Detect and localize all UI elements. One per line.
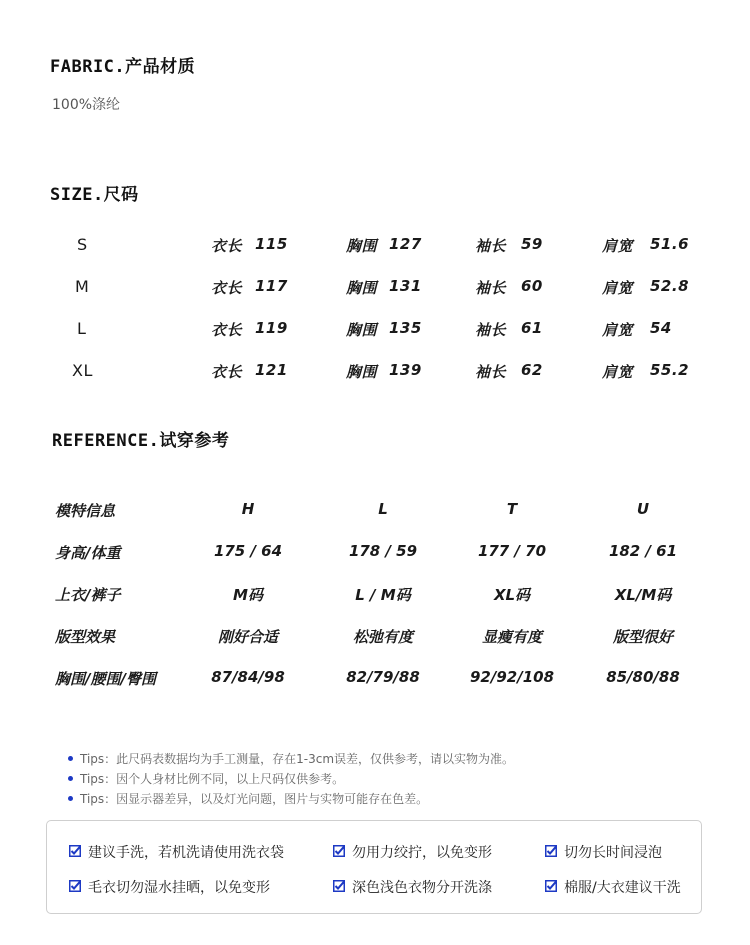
reference-row: [0, 668, 750, 692]
cell: 82/79/88: [346, 668, 420, 686]
care-item: [69, 877, 270, 897]
sleeve-value: 62: [521, 361, 543, 379]
row-label: 上衣/裤子: [55, 586, 121, 604]
care-item: [333, 877, 492, 897]
shoulder-label: 肩宽: [602, 279, 634, 297]
cell: 87/84/98: [211, 668, 285, 686]
checkbox-checked-icon: [333, 880, 345, 892]
reference-title: REFERENCE.试穿参考: [52, 431, 230, 451]
length-value: 119: [255, 319, 288, 337]
care-text: 切勿长时间浸泡: [564, 845, 662, 861]
cell: 刚好合适: [217, 628, 278, 646]
size-row: [0, 319, 750, 345]
bullet-dot-icon: [68, 776, 73, 781]
reference-row: [0, 584, 750, 608]
checkbox-checked-icon: [545, 880, 557, 892]
chest-label: 胸围: [346, 321, 378, 339]
tip-item: [68, 790, 428, 807]
tip-text: Tips：因显示器差异，以及灯光问题，图片与实物可能存在色差。: [80, 792, 429, 806]
sleeve-value: 60: [521, 277, 543, 295]
cell: M码: [233, 586, 263, 604]
length-value: 117: [255, 277, 288, 295]
sleeve-label: 袖长: [475, 237, 507, 255]
length-value: 115: [255, 235, 288, 253]
reference-row: [0, 500, 750, 524]
bullet-dot-icon: [68, 756, 73, 761]
fabric-value: 100%涤纶: [52, 97, 121, 113]
cell: U: [636, 500, 650, 518]
checkbox-checked-icon: [333, 845, 345, 857]
length-value: 121: [255, 361, 288, 379]
size-title: SIZE.尺码: [50, 185, 139, 205]
cell: L / M码: [355, 586, 411, 604]
care-text: 建议手洗，若机洗请使用洗衣袋: [88, 845, 284, 861]
shoulder-value: 55.2: [650, 361, 690, 379]
reference-row: [0, 626, 750, 650]
size-name: XL: [72, 361, 93, 380]
sleeve-value: 59: [521, 235, 543, 253]
row-label: 胸围/腰围/臀围: [55, 670, 156, 688]
cell: 178 / 59: [348, 542, 418, 560]
reference-row: [0, 542, 750, 566]
size-name: S: [77, 235, 88, 254]
care-item: [545, 842, 662, 862]
tip-text: Tips：此尺码表数据均为手工测量，存在1-3cm误差，仅供参考，请以实物为准。: [80, 752, 515, 766]
cell: XL/M码: [614, 586, 672, 604]
cell: 177 / 70: [477, 542, 547, 560]
care-text: 毛衣切勿湿水挂晒，以免变形: [88, 880, 270, 896]
size-row: [0, 277, 750, 303]
chest-value: 127: [389, 235, 422, 253]
cell: 85/80/88: [606, 668, 680, 686]
checkbox-checked-icon: [545, 845, 557, 857]
care-item: [333, 842, 492, 862]
tip-item: [68, 750, 514, 767]
fabric-title: FABRIC.产品材质: [50, 57, 196, 77]
shoulder-value: 52.8: [650, 277, 690, 295]
cell: H: [241, 500, 255, 518]
shoulder-label: 肩宽: [602, 237, 634, 255]
sleeve-value: 61: [521, 319, 543, 337]
chest-value: 131: [389, 277, 422, 295]
shoulder-label: 肩宽: [602, 363, 634, 381]
chest-value: 139: [389, 361, 422, 379]
length-label: 衣长: [211, 279, 243, 297]
care-text: 深色浅色衣物分开洗涤: [352, 880, 492, 896]
size-row: [0, 235, 750, 261]
tip-item: [68, 770, 344, 787]
row-label: 身高/体重: [55, 544, 121, 562]
care-item: [69, 842, 284, 862]
cell: L: [378, 500, 388, 518]
shoulder-label: 肩宽: [602, 321, 634, 339]
cell: 182 / 61: [608, 542, 678, 560]
care-instructions-box: [46, 820, 702, 914]
tip-text: Tips：因个人身材比例不同，以上尺码仅供参考。: [80, 772, 345, 786]
cell: 显瘦有度: [481, 628, 542, 646]
cell: 版型很好: [612, 628, 673, 646]
cell: 松弛有度: [352, 628, 413, 646]
care-text: 勿用力绞拧，以免变形: [352, 845, 492, 861]
sleeve-label: 袖长: [475, 363, 507, 381]
size-name: L: [77, 319, 87, 338]
care-item: [545, 877, 681, 897]
care-text: 棉服/大衣建议干洗: [564, 880, 681, 896]
size-row: [0, 361, 750, 387]
cell: XL码: [493, 586, 531, 604]
size-name: M: [75, 277, 90, 296]
length-label: 衣长: [211, 237, 243, 255]
chest-label: 胸围: [346, 237, 378, 255]
sleeve-label: 袖长: [475, 279, 507, 297]
length-label: 衣长: [211, 321, 243, 339]
chest-label: 胸围: [346, 279, 378, 297]
cell: 175 / 64: [213, 542, 283, 560]
shoulder-value: 54: [650, 319, 672, 337]
cell: T: [506, 500, 518, 518]
shoulder-value: 51.6: [650, 235, 690, 253]
bullet-dot-icon: [68, 796, 73, 801]
length-label: 衣长: [211, 363, 243, 381]
cell: 92/92/108: [469, 668, 555, 686]
checkbox-checked-icon: [69, 845, 81, 857]
chest-label: 胸围: [346, 363, 378, 381]
row-label: 模特信息: [55, 502, 116, 520]
checkbox-checked-icon: [69, 880, 81, 892]
row-label: 版型效果: [55, 628, 116, 646]
sleeve-label: 袖长: [475, 321, 507, 339]
chest-value: 135: [389, 319, 422, 337]
